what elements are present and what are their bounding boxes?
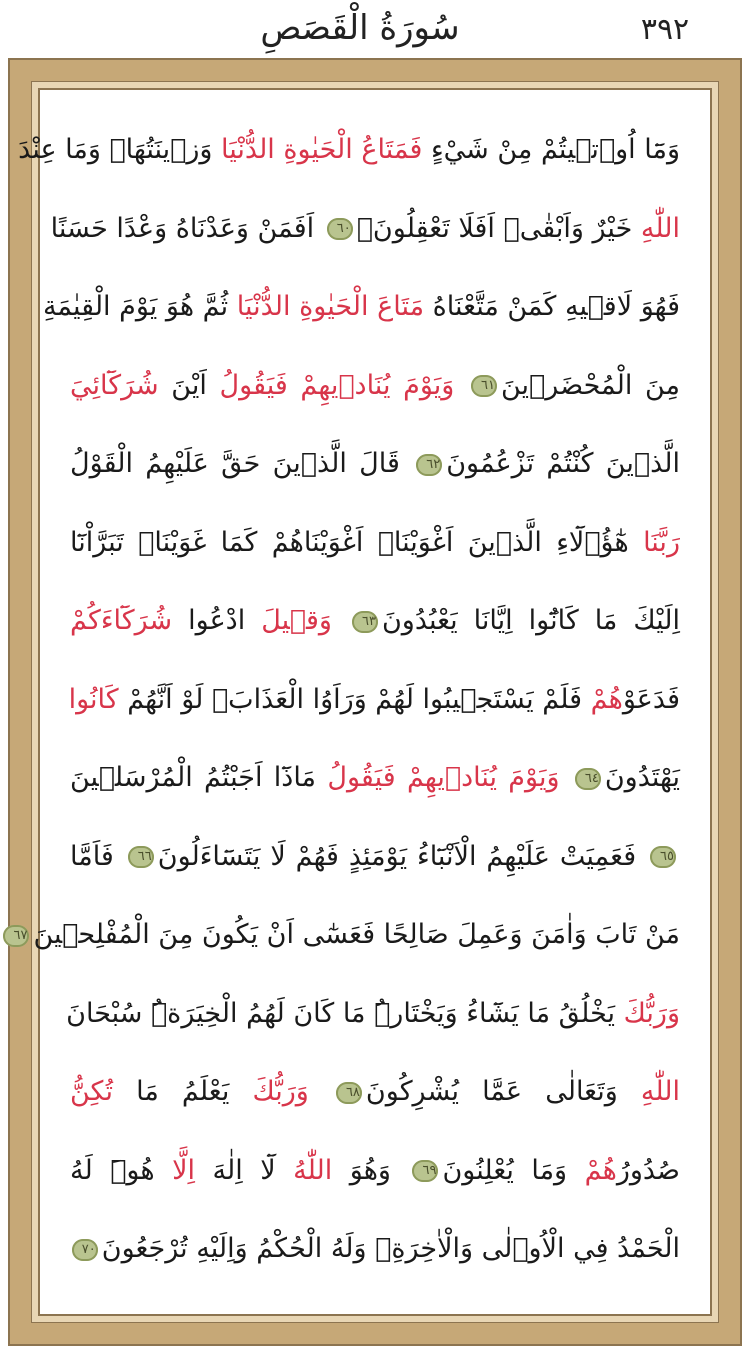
text-segment: يَهْتَدُونَ [604, 762, 680, 793]
text-segment: فَدَعَوْ [622, 683, 680, 715]
text-segment: يَعْلَمُ مَا [112, 1076, 253, 1107]
ayah-number-marker: ٦٣ [352, 611, 378, 633]
text-segment: مَنْ تَابَ وَاٰمَنَ وَعَمِلَ صَالِحًا فَعَسٰٓى اَنْ يَكُونَ مِنَ الْمُفْلِحٖينَ [33, 919, 680, 950]
text-segment: ثُمَّ هُوَ يَوْمَ الْقِيٰمَةِ [42, 291, 237, 322]
highlighted-text-segment: وَرَبُّكَ [252, 1076, 332, 1107]
text-segment: وَمَا يُعْلِنُونَ [442, 1154, 585, 1186]
text-line [50, 199, 680, 259]
ayah-number-marker: ٦٨ [336, 1082, 362, 1104]
ayah-number-marker: ٦٢ [416, 454, 442, 476]
text-segment: هٰٓؤُ۬لَٓاءِ الَّذٖينَ اَغْوَيْنَاۚ اَغْوَيْنَاهُمْ كَمَا غَوَيْنَاۚ تَبَرَّاْنَٓا [70, 526, 644, 558]
highlighted-text-segment: هُمْ [584, 1154, 617, 1186]
text-segment: لَٓا اِلٰهَ [195, 1154, 294, 1186]
highlighted-text-segment: وَقٖيلَ [261, 605, 348, 636]
text-line [70, 748, 680, 808]
text-segment: اِلَيْكَ مَا كَانُٓوا اِيَّانَا يَعْبُدُونَ [381, 605, 681, 636]
text-segment: وَزٖينَتُهَاۚ وَمَا عِنْدَ [18, 134, 222, 165]
ayah-number-marker: ٦٧ [3, 925, 29, 947]
text-segment: مِنَ الْمُحْضَرٖينَ [500, 369, 680, 401]
highlighted-text-segment: مَتَاعَ الْحَيٰوةِ الدُّنْيَا [236, 291, 425, 322]
text-segment: قَالَ الَّذٖينَ حَقَّ عَلَيْهِمُ الْقَوْلُ [70, 448, 413, 479]
text-segment: فَلَمْ يَسْتَجٖيبُوا لَهُمْ وَرَاَوُا الْعَذَابَۚ لَوْ اَنَّهُمْ [118, 683, 591, 715]
text-line [70, 1062, 680, 1122]
highlighted-text-segment: رَبَّنَا [643, 526, 680, 558]
text-segment: ادْعُوا [172, 605, 262, 636]
text-line [42, 277, 680, 337]
highlighted-text-segment: اللّٰهُ [293, 1154, 333, 1186]
highlighted-text-segment: فَمَتَاعُ الْحَيٰوةِ الدُّنْيَا [221, 134, 423, 165]
text-line [18, 120, 680, 180]
text-segment: الَّذٖينَ كُنْتُمْ تَزْعُمُونَ [446, 448, 680, 479]
quran-text-block [13, 120, 681, 1300]
text-segment: وَمَٓا اُو۫تٖيتُمْ مِنْ شَيْءٍ [422, 134, 680, 165]
text-line [70, 356, 680, 416]
text-line [70, 1219, 680, 1279]
text-segment: اَفَمَنْ وَعَدْنَاهُ وَعْدًا حَسَنًا [50, 212, 323, 244]
highlighted-text-segment: اللّٰهِ [640, 212, 680, 244]
text-segment: يَخْلُقُ مَا يَشَٓاءُ وَيَخْتَارُۜ مَا كَانَ لَهُمُ الْخِيَرَةُۜ سُبْحَانَ [66, 997, 624, 1029]
ayah-number-marker: ٦٥ [650, 846, 676, 868]
text-line [70, 434, 680, 494]
text-segment: مَاذَٓا اَجَبْتُمُ الْمُرْسَلٖينَ [70, 762, 328, 793]
surah-title: سُورَةُ الْقَصَصِ [260, 8, 460, 48]
highlighted-text-segment: وَيَوْمَ يُنَادٖيهِمْ فَيَقُولُ [219, 369, 467, 401]
text-segment: خَيْرٌ وَاَبْقٰىۜ اَفَلَا تَعْقِلُونَ۟ [356, 212, 641, 244]
ayah-number-marker: ٦٠ [327, 218, 353, 240]
ayah-number-marker: ٦١ [471, 375, 497, 397]
highlighted-text-segment: هُمْ [590, 683, 623, 715]
highlighted-text-segment: اللّٰهِ [640, 1076, 681, 1107]
text-segment: هُوَۜ لَهُ [70, 1154, 173, 1186]
ayah-number-marker: ٧٠ [72, 1239, 98, 1261]
ayah-number-marker: ٦٩ [412, 1160, 438, 1182]
highlighted-text-segment: تُكِنُّ [70, 1076, 113, 1107]
text-segment: فَعَمِيَتْ عَلَيْهِمُ الْاَنْبَٓاءُ يَوْمَئِذٍ فَهُمْ لَا يَتَسَٓاءَلُونَ [157, 840, 647, 872]
highlighted-text-segment: اِلَّا [172, 1154, 195, 1186]
text-segment: وَهُوَ [332, 1154, 409, 1186]
highlighted-text-segment: شُرَكَٓائِيَ [70, 369, 159, 401]
text-line [70, 591, 680, 651]
text-segment: فَهُوَ لَاقٖيهِ كَمَنْ مَتَّعْنَاهُ [424, 291, 680, 322]
ayah-number-marker: ٦٤ [575, 768, 601, 790]
text-line [70, 827, 680, 887]
text-line [66, 984, 680, 1044]
highlighted-text-segment: وَيَوْمَ يُنَادٖيهِمْ فَيَقُولُ [327, 762, 571, 793]
highlighted-text-segment: شُرَكَٓاءَكُمْ [70, 605, 173, 636]
text-segment: الْحَمْدُ فِي الْاُو۫لٰى وَالْاٰخِرَةِۘ وَلَهُ الْحُكْمُ وَاِلَيْهِ تُرْجَعُونَ [101, 1233, 680, 1264]
text-line [70, 1141, 680, 1201]
text-line [70, 513, 680, 573]
text-segment: فَاَمَّا [70, 840, 124, 872]
ayah-number-marker: ٦٦ [128, 846, 154, 868]
text-segment: صُدُورُ [616, 1154, 680, 1186]
page-header [0, 0, 750, 56]
highlighted-text-segment: كَانُوا [68, 683, 119, 715]
text-segment: وَتَعَالٰى عَمَّا يُشْرِكُونَ [365, 1076, 641, 1107]
text-line [13, 905, 680, 965]
page-number: ٣٩٢ [640, 12, 690, 47]
text-line [70, 670, 680, 730]
highlighted-text-segment: وَرَبُّكَ [623, 997, 680, 1029]
text-segment: اَيْنَ [158, 369, 220, 401]
